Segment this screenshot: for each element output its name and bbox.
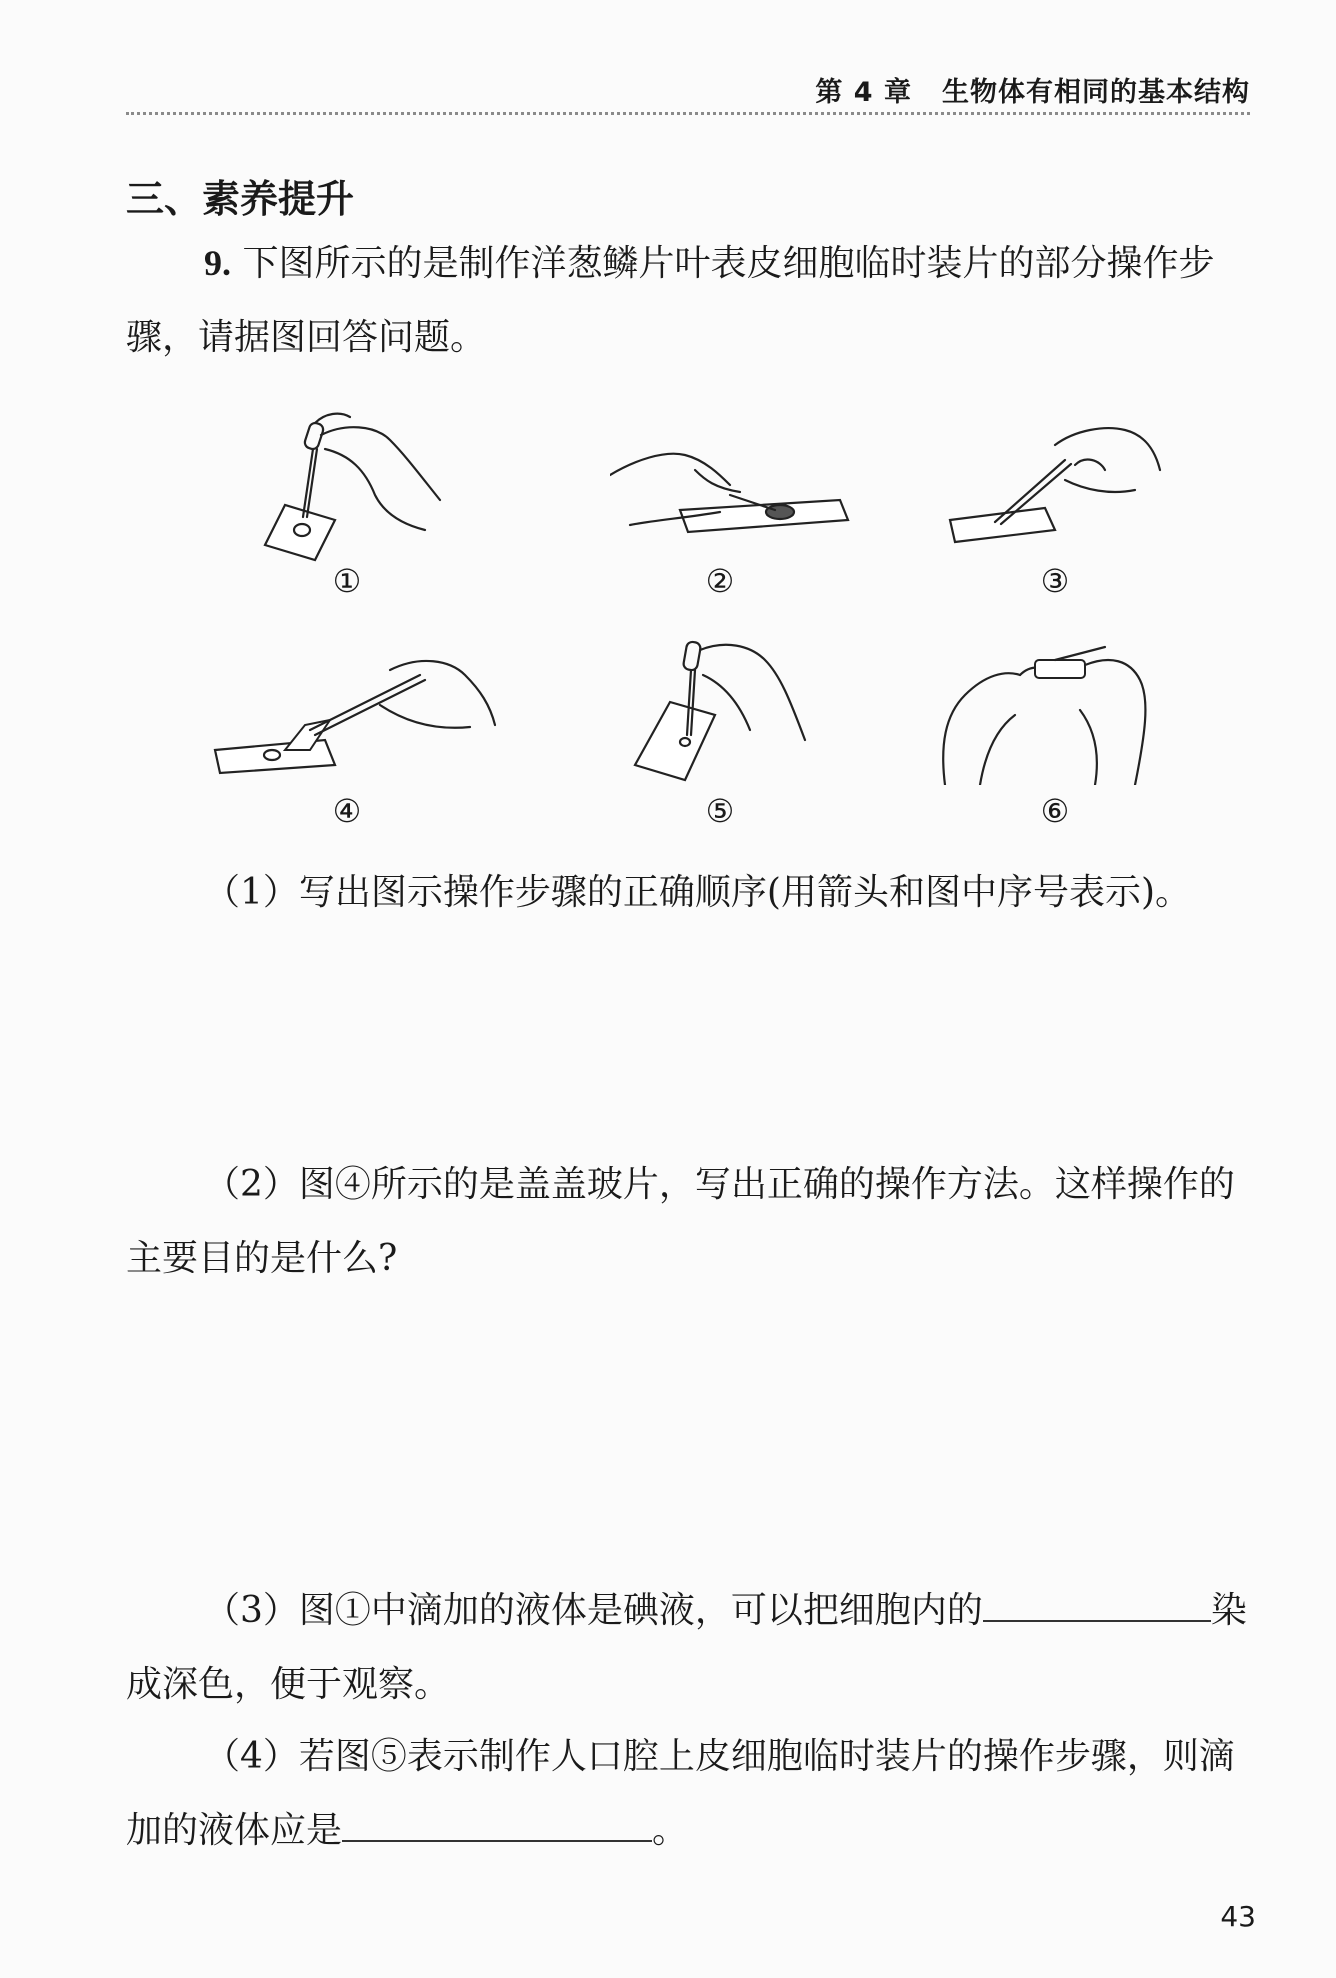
page-number: 43 — [1220, 1900, 1256, 1933]
figure-4-cover-slip — [210, 655, 500, 775]
header-divider — [126, 112, 1250, 115]
sub-question-4 — [126, 1720, 1250, 1868]
figure-label-5: ⑤ — [705, 792, 735, 830]
section-heading: 三、素养提升 — [126, 177, 355, 221]
figure-label-6: ⑥ — [1040, 792, 1070, 830]
sub-question-3 — [126, 1574, 1250, 1722]
sub-question-2: （2）图④所示的是盖盖玻片，写出正确的操作方法。这样操作的主要目的是什么? — [126, 1164, 1235, 1279]
question-text: 下图所示的是制作洋葱鳞片叶表皮细胞临时装片的部分操作步骤，请据图回答问题。 — [126, 243, 1215, 358]
answer-blank-4[interactable] — [342, 1804, 652, 1842]
figure-6-peel-epidermis — [935, 635, 1155, 785]
sub-question-4-text-after: 。 — [652, 1810, 689, 1851]
figure-2-place-specimen — [610, 440, 850, 540]
question-stem — [126, 226, 1250, 375]
figure-label-2: ② — [705, 562, 735, 600]
figure-label-3: ③ — [1040, 562, 1070, 600]
sub-question-3-text-before: （3）图①中滴加的液体是碘液，可以把细胞内的 — [204, 1590, 983, 1631]
figure-label-4: ④ — [332, 792, 362, 830]
figure-3-tweezers-spread — [945, 410, 1165, 550]
answer-blank-3[interactable] — [983, 1584, 1211, 1622]
figure-5-dropper-liquid — [625, 630, 835, 790]
running-header — [126, 70, 1250, 109]
question-number: 9. — [204, 243, 231, 283]
sub-question-3-text-after: 染成深色，便于观察。 — [126, 1590, 1247, 1705]
sub-question-4-text-before: （4）若图⑤表示制作人口腔上皮细胞临时装片的操作步骤，则滴加的液体应是 — [126, 1736, 1235, 1851]
figure-label-1: ① — [332, 562, 362, 600]
figure-1-dropper-drop — [255, 405, 455, 565]
chapter-title: 生物体有相同的基本结构 — [942, 77, 1250, 108]
sub-question-1: （1）写出图示操作步骤的正确顺序(用箭头和图中序号表示)。 — [204, 872, 1191, 913]
chapter-number: 第 4 章 — [815, 77, 912, 108]
